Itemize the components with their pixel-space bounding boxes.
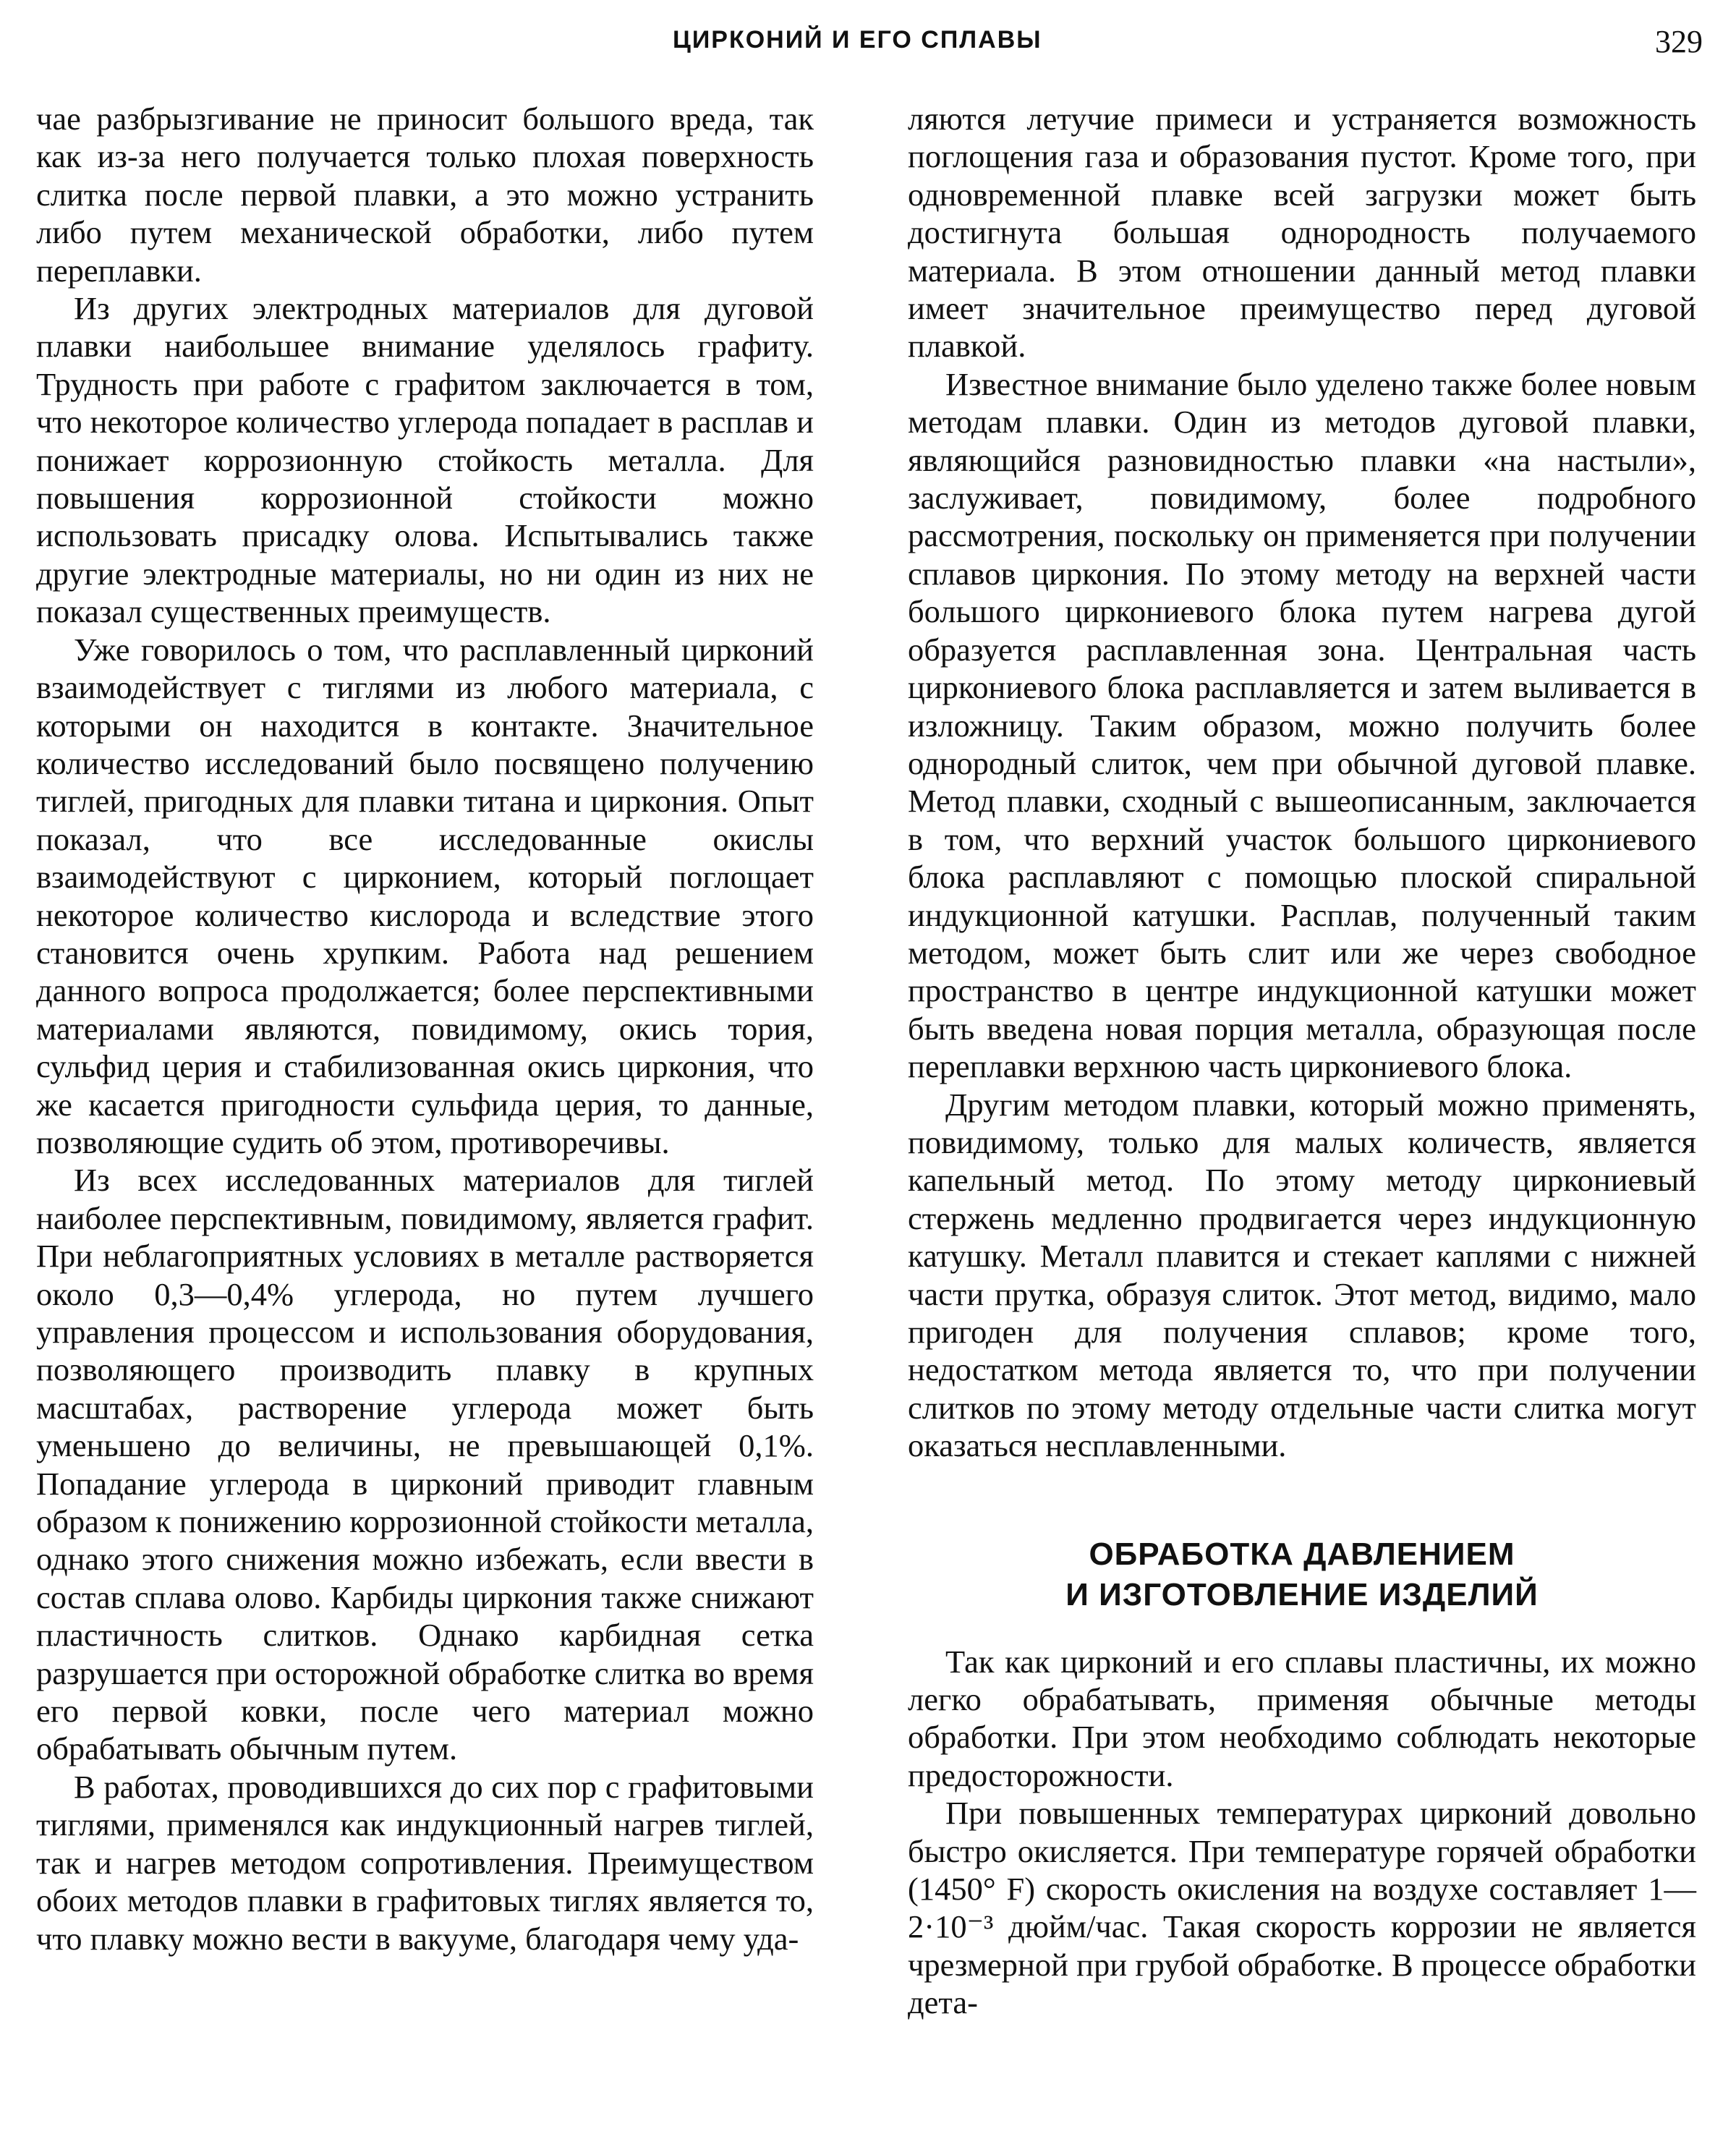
section-heading-line-2: И ИЗГОТОВЛЕНИЕ ИЗДЕЛИЙ: [1065, 1576, 1539, 1612]
section-heading-line-1: ОБРАБОТКА ДАВЛЕНИЕМ: [1089, 1536, 1515, 1572]
paragraph: В работах, проводившихся до сих пор с графитовыми тиглями, применялся как индукционный нагрев тиглей, так и нагрев методом сопротивления. Преимуществом обоих методов плавки в графитовых тиглях является то, что плавку можно вести в вакууме, благодаря чему уда-: [36, 1768, 814, 1957]
running-title: ЦИРКОНИЙ И ЕГО СПЛАВЫ: [673, 26, 1042, 54]
section-heading: [908, 1534, 1696, 1615]
paragraph: Другим методом плавки, который можно применять, повидимому, только для малых количеств, является капельный метод. По этому методу циркониевый стержень медленно продвигается через индукционную катушку. Металл плавится и стекает каплями с нижней части прутка, образуя слиток. Этот метод, видимо, мало пригоден для получения сплавов; кроме того, недостатком метода является то, что при получении слитков по этому методу отдельные части слитка могут оказаться несплавленными.: [908, 1086, 1696, 1464]
paragraph: Так как цирконий и его сплавы пластичны, их можно легко обрабатывать, применяя обычные методы обработки. При этом необходимо соблюдать некоторые предосторожности.: [908, 1643, 1696, 1793]
running-header: [0, 26, 1736, 77]
paragraph: Известное внимание было уделено также более новым методам плавки. Один из методов дуговой плавки, являющийся разновидностью плавки «на настыли», заслуживает, повидимому, более подробного рассмотрения, поскольку он применяется при получении сплавов циркония. По этому методу на верхней части большого циркониевого блока путем нагрева дугой образуется расплавленная зона. Центральная часть циркониевого блока расплавляется и затем выливается в изложницу. Таким образом, можно получить более однородный слиток, чем при обычной дуговой плавке. Метод плавки, сходный с вышеописанным, заключается в том, что верхний участок большого циркониевого блока расплавляют с помощью плоской спиральной индукционной катушки. Расплав, полученный таким методом, может быть слит или же через свободное пространство в центре индукционной катушки может быть введена новая порция металла, образующая после переплавки верхнюю часть циркониевого блока.: [908, 365, 1696, 1085]
paragraph: ляются летучие примеси и устраняется возможность поглощения газа и образования пустот. Кроме того, при одновременной плавке всей загрузки может быть достигнута большая однородность получаемого материала. В этом отношении данный метод плавки имеет значительное преимущество перед дуговой плавкой.: [908, 101, 1696, 365]
page-number: 329: [1655, 24, 1703, 59]
paragraph: чае разбрызгивание не приносит большого вреда, так как из-за него получается только плохая поверхность слитка после первой плавки, а это можно устранить либо путем механической обработки, либо путем переплавки.: [36, 101, 814, 289]
paragraph: Из всех исследованных материалов для тиглей наиболее перспективным, повидимому, является графит. При неблагоприятных условиях в металле растворяется около 0,3—0,4% углерода, но путем лучшего управления процессом и использования оборудования, позволяющего производить плавку в крупных масштабах, растворение углерода может быть уменьшено до величины, не превышающей 0,1%. Попадание углерода в цирконий приводит главным образом к понижению коррозионной стойкости металла, однако этого снижения можно избежать, если ввести в состав сплава олово. Карбиды циркония также снижают пластичность слитков. Однако карбидная сетка разрушается при осторожной обработке слитка во время его первой ковки, после чего материал можно обрабатывать обычным путем.: [36, 1162, 814, 1767]
right-column: [908, 100, 1696, 2022]
paragraph: Уже говорилось о том, что расплавленный цирконий взаимодействует с тиглями из любого материала, с которыми он находится в контакте. Значительное количество исследований было посвящено получению тиглей, пригодных для плавки титана и циркония. Опыт показал, что все исследованные окислы взаимодействуют с цирконием, который поглощает некоторое количество кислорода и вследствие этого становится очень хрупким. Работа над решением данного вопроса продолжается; более перспективными материалами являются, повидимому, окись тория, сульфид церия и стабилизованная окись циркония, что же касается пригодности сульфида церия, то данные, позволяющие судить об этом, противоречивы.: [36, 631, 814, 1160]
paragraph: Из других электродных материалов для дуговой плавки наибольшее внимание уделялось графиту. Трудность при работе с графитом заключается в том, что некоторое количество углерода попадает в расплав и понижает коррозионную стойкость металла. Для повышения коррозионной стойкости можно использовать присадку олова. Испытывались также другие электродные материалы, но ни один из них не показал существенных преимуществ.: [36, 290, 814, 630]
left-column: [36, 100, 814, 1957]
paragraph: При повышенных температурах цирконий довольно быстро окисляется. При температуре горячей обработки (1450° F) скорость окисления на воздухе составляет 1—2·10⁻³ дюйм/час. Такая скорость коррозии не является чрезмерной при грубой обработке. В процессе обработки дета-: [908, 1795, 1696, 2021]
